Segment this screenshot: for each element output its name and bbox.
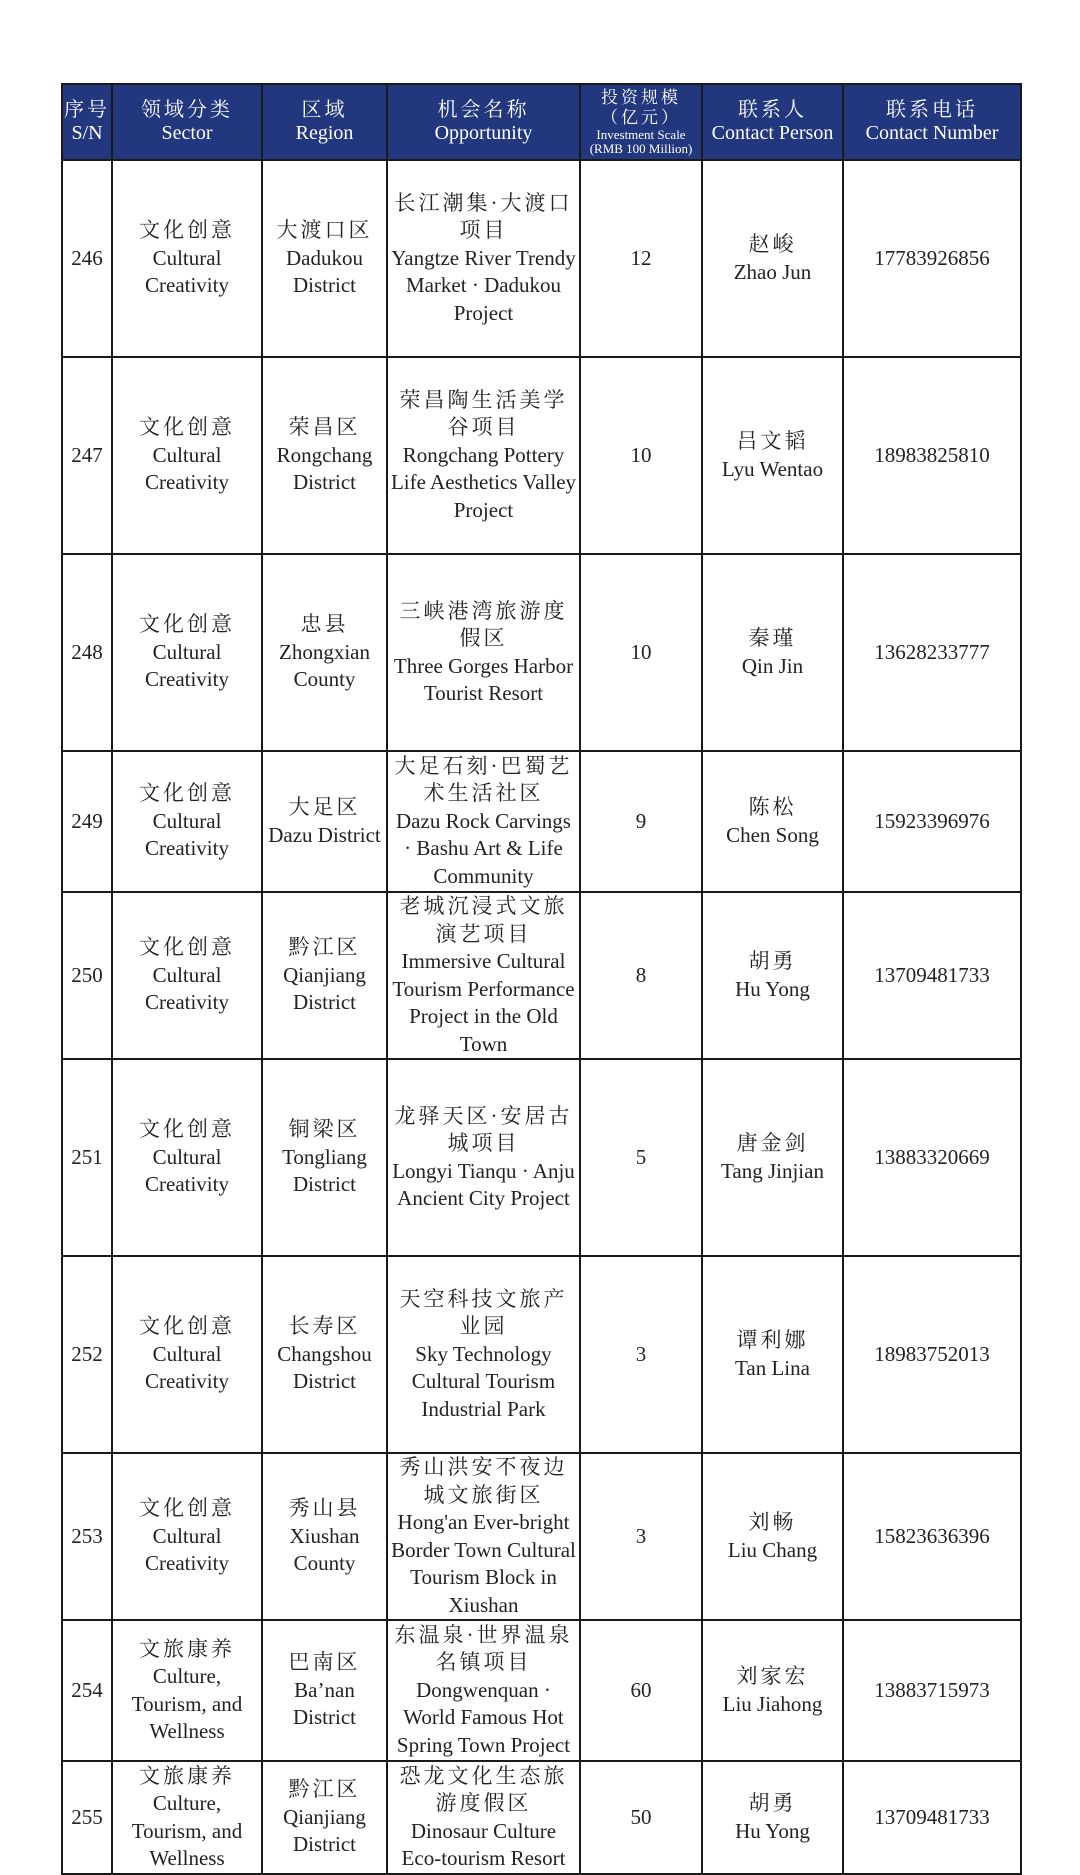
cell-investment-scale xyxy=(580,160,702,357)
cell-contact-person-en: Lyu Wentao xyxy=(721,456,824,481)
cell-region-zh: 巴南区 xyxy=(288,1650,361,1675)
cell-sector-zh: 文化创意 xyxy=(139,218,235,243)
cell-region-en: Tongliang District xyxy=(282,1144,367,1197)
cell-investment-scale-en: 5 xyxy=(635,1144,647,1169)
cell-sn xyxy=(62,357,112,554)
cell-region-en: Rongchang District xyxy=(276,442,373,495)
cell-investment-scale xyxy=(580,1453,702,1620)
cell-opportunity-zh: 东温泉·世界温泉名镇项目 xyxy=(394,1622,573,1675)
cell-contact-person-zh: 陈松 xyxy=(748,795,797,819)
cell-sector-en: Culture, Tourism, and Wellness xyxy=(131,1791,243,1870)
cell-sector xyxy=(112,160,262,357)
cell-region-en: Changshou District xyxy=(277,1341,372,1394)
cell-region xyxy=(262,1620,387,1761)
cell-contact-number-en: 18983752013 xyxy=(874,1341,990,1366)
cell-sn-en: 253 xyxy=(71,1523,103,1548)
cell-contact-person xyxy=(702,160,843,357)
cell-sector-en: Cultural Creativity xyxy=(145,962,229,1015)
cell-sn xyxy=(62,1453,112,1620)
cell-sector xyxy=(112,1761,262,1874)
cell-sector-zh: 文化创意 xyxy=(139,612,235,637)
cell-contact-person-en: Hu Yong xyxy=(735,976,810,1001)
cell-opportunity-zh: 长江潮集·大渡口项目 xyxy=(394,190,573,243)
cell-opportunity-en: Dinosaur Culture Eco-tourism Resort xyxy=(401,1818,566,1870)
cell-opportunity xyxy=(387,357,580,554)
cell-opportunity-zh: 秀山洪安不夜边城文旅街区 xyxy=(399,1455,568,1507)
table-row xyxy=(62,357,1021,554)
cell-contact-number-en: 13709481733 xyxy=(874,1804,990,1829)
cell-sector xyxy=(112,1256,262,1453)
cell-region-zh: 长寿区 xyxy=(288,1314,361,1339)
cell-contact-number-en: 15923396976 xyxy=(874,808,990,833)
cell-opportunity-en: Rongchang Pottery Life Aesthetics Valley Project xyxy=(390,442,577,522)
cell-sector-zh: 文旅康养 xyxy=(139,1763,235,1788)
cell-investment-scale-en: 50 xyxy=(630,1804,652,1829)
cell-contact-person xyxy=(702,1059,843,1256)
cell-sn xyxy=(62,1256,112,1453)
cell-investment-scale-en: 3 xyxy=(635,1523,647,1548)
cell-investment-scale-en: 12 xyxy=(630,245,652,270)
cell-opportunity-zh: 天空科技文旅产业园 xyxy=(399,1286,568,1339)
cell-region-zh: 荣昌区 xyxy=(288,415,361,440)
cell-opportunity-zh: 恐龙文化生态旅游度假区 xyxy=(399,1763,568,1815)
cell-contact-person-en: Liu Jiahong xyxy=(722,1691,823,1716)
cell-region xyxy=(262,892,387,1059)
cell-sn-en: 250 xyxy=(71,962,103,987)
cell-contact-number-en: 18983825810 xyxy=(874,442,990,467)
cell-contact-person-en: Chen Song xyxy=(726,822,819,847)
header-region: 区域 Region xyxy=(262,84,387,160)
cell-sector-zh: 文化创意 xyxy=(139,781,235,806)
cell-investment-scale-en: 60 xyxy=(630,1677,652,1702)
cell-opportunity xyxy=(387,554,580,751)
header-investment-scale: 投资规模 （亿元） Investment Scale (RMB 100 Million) xyxy=(580,84,702,160)
cell-contact-person xyxy=(702,1453,843,1620)
cell-contact-person-zh: 刘畅 xyxy=(748,1510,797,1534)
cell-contact-number xyxy=(843,1761,1021,1874)
cell-contact-person-en: Zhao Jun xyxy=(733,259,812,284)
cell-opportunity xyxy=(387,1761,580,1874)
cell-investment-scale-en: 3 xyxy=(635,1341,647,1366)
cell-contact-person xyxy=(702,751,843,892)
cell-opportunity-zh: 龙驿天区·安居古城项目 xyxy=(394,1103,573,1155)
cell-opportunity xyxy=(387,1620,580,1761)
cell-contact-person xyxy=(702,357,843,554)
cell-sn xyxy=(62,554,112,751)
cell-sector-en: Cultural Creativity xyxy=(145,1144,229,1197)
cell-sector-zh: 文化创意 xyxy=(139,415,235,440)
investment-opportunities-table xyxy=(61,83,1020,1875)
cell-investment-scale xyxy=(580,1256,702,1453)
cell-sector xyxy=(112,751,262,892)
header-contact-person: 联系人 Contact Person xyxy=(702,84,843,160)
cell-opportunity xyxy=(387,1453,580,1620)
cell-contact-number-en: 17783926856 xyxy=(874,245,990,270)
cell-contact-number-en: 13883715973 xyxy=(874,1677,990,1702)
cell-region xyxy=(262,160,387,357)
table-row xyxy=(62,160,1021,357)
table-row xyxy=(62,1761,1021,1874)
cell-sector xyxy=(112,1453,262,1620)
cell-contact-number xyxy=(843,160,1021,357)
cell-region xyxy=(262,1059,387,1256)
header-opportunity: 机会名称 Opportunity xyxy=(387,84,580,160)
cell-region-zh: 秀山县 xyxy=(288,1496,361,1521)
cell-contact-person-en: Liu Chang xyxy=(727,1537,818,1562)
cell-sn xyxy=(62,1620,112,1761)
cell-region-en: Dadukou District xyxy=(286,245,363,298)
table-row xyxy=(62,892,1021,1059)
cell-sector-zh: 文化创意 xyxy=(139,1117,235,1142)
cell-contact-number xyxy=(843,1256,1021,1453)
cell-contact-number xyxy=(843,1059,1021,1256)
cell-sn-en: 252 xyxy=(71,1341,103,1366)
cell-region xyxy=(262,1453,387,1620)
cell-region-en: Xiushan County xyxy=(289,1523,360,1576)
cell-opportunity-en: Three Gorges Harbor Tourist Resort xyxy=(393,653,574,705)
cell-contact-person-zh: 秦瑾 xyxy=(748,626,797,650)
cell-sn xyxy=(62,1059,112,1256)
cell-opportunity-en: Dazu Rock Carvings · Bashu Art & Life Community xyxy=(396,808,571,888)
cell-contact-number-en: 15823636396 xyxy=(874,1523,990,1548)
cell-region-zh: 大渡口区 xyxy=(276,218,373,243)
header-sn: 序号 S/N xyxy=(62,84,112,160)
cell-sn-en: 249 xyxy=(71,808,103,833)
cell-region-zh: 黔江区 xyxy=(288,935,361,960)
cell-region-zh: 黔江区 xyxy=(288,1777,361,1802)
cell-contact-person-en: Tang Jinjian xyxy=(721,1158,824,1183)
cell-region-en: Qianjiang District xyxy=(283,962,366,1015)
cell-sector-zh: 文化创意 xyxy=(139,1314,235,1339)
cell-region xyxy=(262,554,387,751)
cell-contact-number xyxy=(843,1620,1021,1761)
cell-contact-person-zh: 刘家宏 xyxy=(736,1664,809,1688)
cell-contact-person-zh: 唐金剑 xyxy=(736,1131,809,1155)
cell-investment-scale xyxy=(580,1761,702,1874)
cell-opportunity-en: Yangtze River Trendy Market · Dadukou Project xyxy=(391,245,576,325)
cell-opportunity-en: Longyi Tianqu · Anju Ancient City Project xyxy=(392,1158,575,1210)
cell-opportunity-zh: 荣昌陶生活美学谷项目 xyxy=(399,387,568,440)
cell-contact-person xyxy=(702,1256,843,1453)
cell-contact-number xyxy=(843,357,1021,554)
cell-opportunity-zh: 三峡港湾旅游度假区 xyxy=(399,598,568,650)
cell-contact-person-zh: 赵峻 xyxy=(748,232,797,256)
cell-investment-scale xyxy=(580,751,702,892)
cell-contact-number xyxy=(843,892,1021,1059)
cell-opportunity xyxy=(387,751,580,892)
cell-region xyxy=(262,357,387,554)
cell-region xyxy=(262,1256,387,1453)
cell-investment-scale xyxy=(580,1059,702,1256)
cell-sector-en: Cultural Creativity xyxy=(145,808,229,861)
cell-contact-person-zh: 吕文韬 xyxy=(736,429,809,453)
table-row xyxy=(62,1620,1021,1761)
cell-contact-person-zh: 胡勇 xyxy=(748,1791,797,1815)
cell-opportunity xyxy=(387,1256,580,1453)
cell-contact-number xyxy=(843,1453,1021,1620)
cell-investment-scale-en: 10 xyxy=(630,442,652,467)
cell-investment-scale-en: 8 xyxy=(635,962,647,987)
cell-sector-en: Cultural Creativity xyxy=(145,442,229,495)
cell-opportunity-en: Hong'an Ever-bright Border Town Cultural Tourism Block in Xiushan xyxy=(391,1510,576,1617)
cell-region xyxy=(262,751,387,892)
cell-contact-person-en: Qin Jin xyxy=(741,653,804,678)
header-contact-number: 联系电话 Contact Number xyxy=(843,84,1021,160)
cell-sector-en: Cultural Creativity xyxy=(145,1523,229,1576)
cell-opportunity-en: Dongwenquan · World Famous Hot Spring Town Project xyxy=(396,1677,571,1757)
cell-contact-number xyxy=(843,751,1021,892)
cell-sn-en: 247 xyxy=(71,442,103,467)
cell-contact-person-en: Hu Yong xyxy=(735,1818,810,1843)
cell-region-en: Dazu District xyxy=(268,822,381,847)
cell-opportunity-zh: 大足石刻·巴蜀艺术生活社区 xyxy=(394,753,573,806)
cell-sn-en: 255 xyxy=(71,1804,103,1829)
cell-sn xyxy=(62,751,112,892)
cell-opportunity-en: Sky Technology Cultural Tourism Industrial Park xyxy=(411,1341,556,1421)
cell-investment-scale xyxy=(580,554,702,751)
cell-investment-scale xyxy=(580,892,702,1059)
cell-sector xyxy=(112,1620,262,1761)
cell-sn-en: 251 xyxy=(71,1144,103,1169)
cell-region-zh: 忠县 xyxy=(300,612,349,637)
cell-sn xyxy=(62,160,112,357)
cell-opportunity-en: Immersive Cultural Tourism Performance Project in the Old Town xyxy=(392,949,575,1056)
cell-sector xyxy=(112,1059,262,1256)
cell-sn xyxy=(62,1761,112,1874)
cell-sector-zh: 文旅康养 xyxy=(139,1636,235,1661)
cell-region-en: Qianjiang District xyxy=(283,1804,366,1857)
cell-region-zh: 铜梁区 xyxy=(288,1117,361,1142)
cell-contact-number-en: 13709481733 xyxy=(874,962,990,987)
cell-opportunity xyxy=(387,160,580,357)
table-row xyxy=(62,1256,1021,1453)
cell-contact-person-zh: 谭利娜 xyxy=(736,1328,809,1352)
table-row xyxy=(62,1059,1021,1256)
header-sector: 领域分类 Sector xyxy=(112,84,262,160)
table-row xyxy=(62,554,1021,751)
table-header-row xyxy=(62,84,1021,160)
cell-contact-person xyxy=(702,554,843,751)
cell-sector xyxy=(112,357,262,554)
cell-region xyxy=(262,1761,387,1874)
cell-sn xyxy=(62,892,112,1059)
cell-sector xyxy=(112,892,262,1059)
cell-contact-number xyxy=(843,554,1021,751)
cell-sn-en: 246 xyxy=(71,245,103,270)
cell-contact-person-en: Tan Lina xyxy=(735,1355,810,1380)
cell-sector-en: Cultural Creativity xyxy=(145,245,229,298)
cell-opportunity-zh: 老城沉浸式文旅演艺项目 xyxy=(399,894,568,946)
table xyxy=(61,83,1022,1875)
cell-sn-en: 254 xyxy=(71,1677,103,1702)
table-row xyxy=(62,1453,1021,1620)
cell-investment-scale-en: 10 xyxy=(630,639,652,664)
cell-region-zh: 大足区 xyxy=(288,795,361,819)
cell-contact-person xyxy=(702,1620,843,1761)
cell-region-en: Ba’nan District xyxy=(293,1677,356,1730)
cell-contact-number-en: 13883320669 xyxy=(874,1144,990,1169)
cell-contact-person xyxy=(702,1761,843,1874)
cell-sector-en: Cultural Creativity xyxy=(145,639,229,692)
cell-investment-scale xyxy=(580,1620,702,1761)
cell-region-en: Zhongxian County xyxy=(279,639,370,692)
cell-investment-scale xyxy=(580,357,702,554)
cell-sector xyxy=(112,554,262,751)
cell-investment-scale-en: 9 xyxy=(635,808,647,833)
cell-opportunity xyxy=(387,1059,580,1256)
cell-sector-zh: 文化创意 xyxy=(139,1496,235,1521)
cell-sn-en: 248 xyxy=(71,639,103,664)
cell-contact-person xyxy=(702,892,843,1059)
table-row xyxy=(62,751,1021,892)
cell-contact-person-zh: 胡勇 xyxy=(748,949,797,973)
cell-sector-en: Cultural Creativity xyxy=(145,1341,229,1394)
cell-opportunity xyxy=(387,892,580,1059)
cell-contact-number-en: 13628233777 xyxy=(874,639,990,664)
cell-sector-zh: 文化创意 xyxy=(139,935,235,960)
cell-sector-en: Culture, Tourism, and Wellness xyxy=(131,1664,243,1743)
